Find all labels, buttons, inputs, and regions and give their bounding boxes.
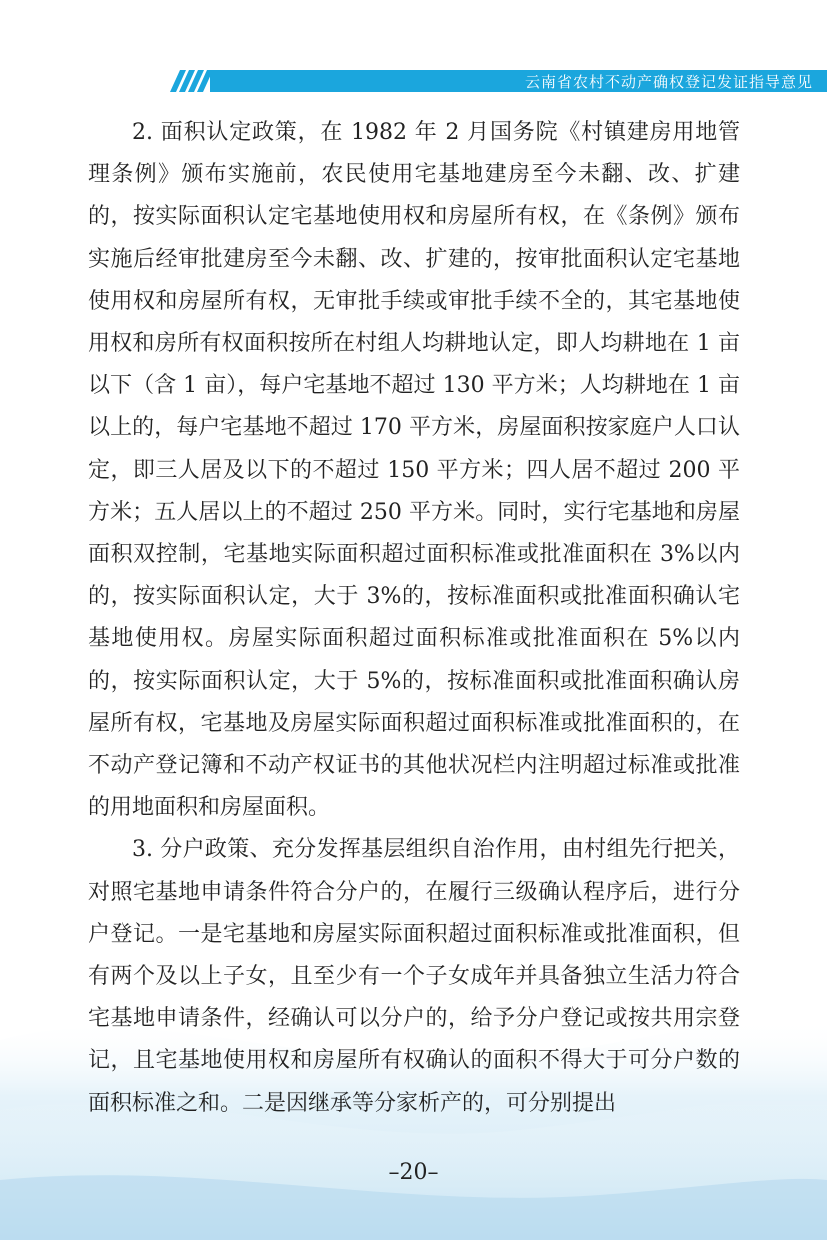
paragraph-area-policy: 2. 面积认定政策，在 1982 年 2 月国务院《村镇建房用地管理条例》颁布实施前，农民使用宅基地建房至今未翻、改、扩建的，按实际面积认定宅基地使用权和房屋所有权，在《条例》颁布实施后经审批建房至今未翻、改、扩建的，按审批面积认定宅基地使用权和房屋所有权，无审批手续或审批手续不全的，其宅基地使用权和房所有权面积按所在村组人均耕地认定，即人均耕地在 1 亩以下（含 1 亩），每户宅基地不超过 130 平方米；人均耕地在 1 亩以上的，每户宅基地不超过 170 平方米，房屋面积按家庭户人口认定，即三人居及以下的不超过 150 平方米；四人居不超过 200 平方米；五人居以上的不超过 250 平方米。同时，实行宅基地和房屋面积双控制，宅基地实际面积超过面积标准或批准面积在 3%以内的，按实际面积认定，大于 3%的，按标准面积或批准面积确认宅基地使用权。房屋实际面积超过面积标准或批准面积在 5%以内的，按实际面积认定，大于 5%的，按标准面积或批准面积确认房屋所有权，宅基地及房屋实际面积超过面积标准或批准面积的，在不动产登记簿和不动产权证书的其他状况栏内注明超过标准或批准的用地面积和房屋面积。	[88, 120, 740, 821]
header-title: 云南省农村不动产确权登记发证指导意见	[524, 73, 813, 91]
page-number: –20–	[388, 1160, 439, 1185]
body-text	[88, 112, 740, 1125]
paragraph-household-policy: 3. 分户政策、充分发挥基层组织自治作用，由村组先行把关，对照宅基地申请条件符合分户的，在履行三级确认程序后，进行分户登记。一是宅基地和房屋实际面积超过面积标准或批准面积，但有两个及以上子女，且至少有一个子女成年并具备独立生活力符合宅基地申请条件，经确认可以分户的，给予分户登记或按共用宗登记，且宅基地使用权和房屋所有权确认的面积不得大于可分户数的面积标准之和。二是因继承等分家析产的，可分别提出	[88, 837, 740, 1116]
